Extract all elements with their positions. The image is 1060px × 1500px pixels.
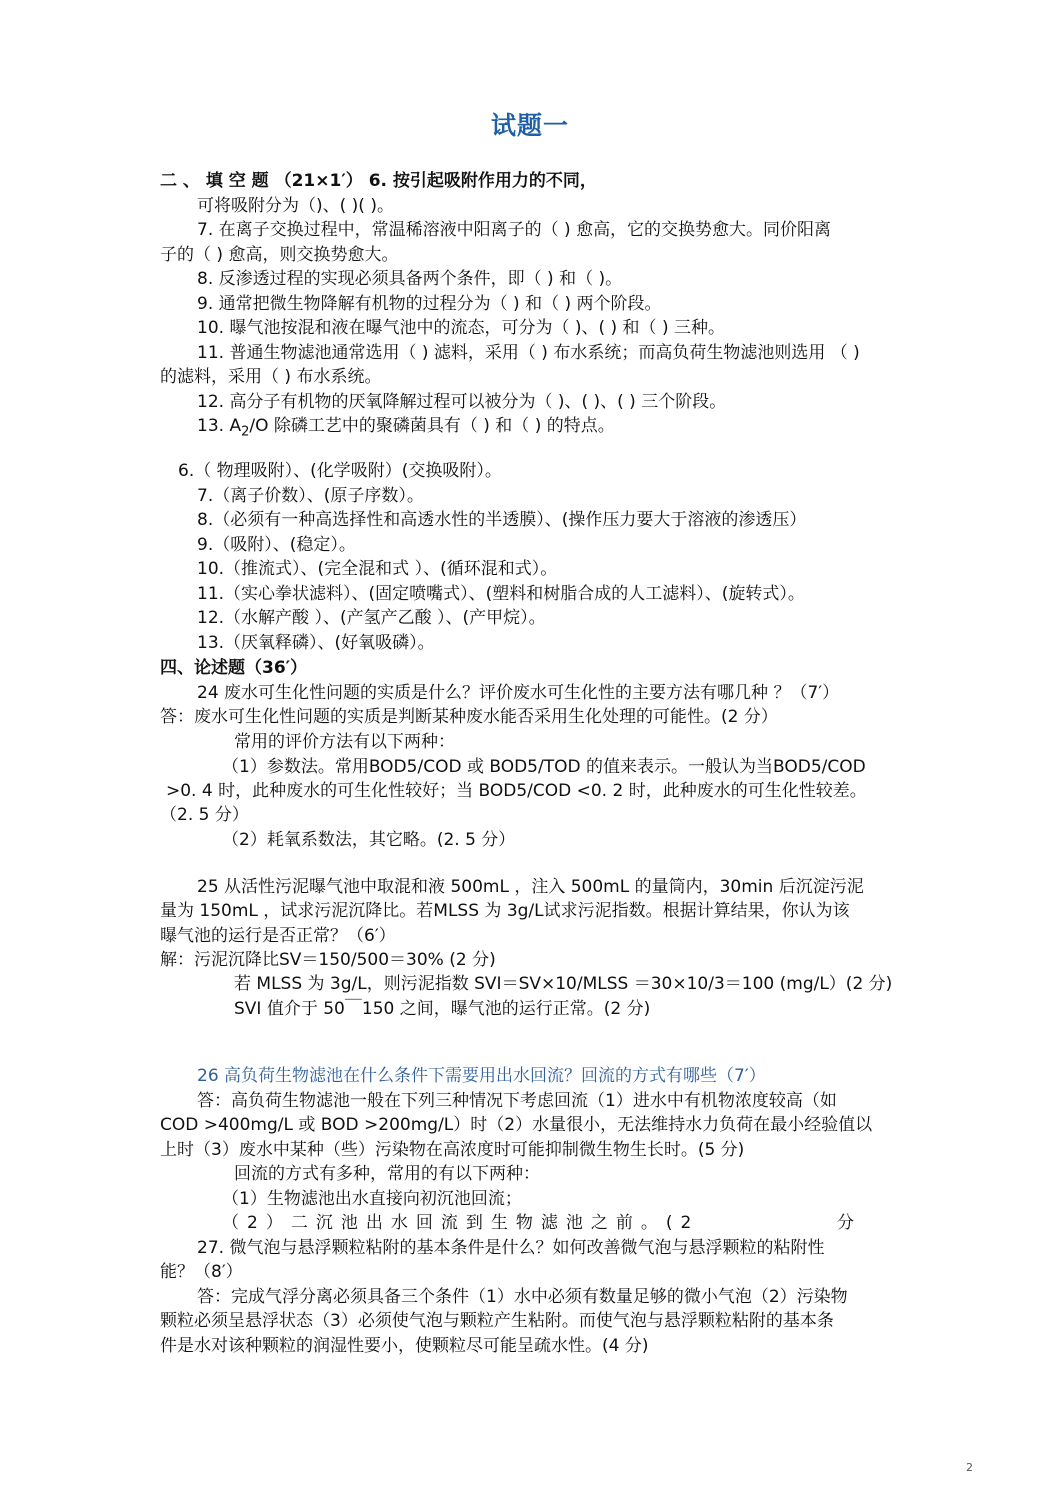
- question-27-line-1: 27. 微气泡与悬浮颗粒粘附的基本条件是什么？如何改善微气泡与悬浮颗粒的粘附性: [197, 1238, 825, 1258]
- question-24: 24 废水可生化性问题的实质是什么？评价废水可生化性的主要方法有哪几种 ？（7′）: [197, 683, 840, 703]
- question-13-subscript: 2: [241, 424, 250, 440]
- question-11-line-2: 的滤料，采用（ ) 布水系统。: [160, 367, 382, 387]
- answer-27-line-3: 件是水对该种颗粒的润湿性要小，使颗粒尽可能呈疏水性。(4 分): [160, 1336, 649, 1356]
- answer-26-line-3: 上时（3）废水中某种（些）污染物在高浓度时可能抑制微生物生长时。(5 分): [160, 1140, 745, 1160]
- question-13: [197, 414, 615, 444]
- question-7-line-1: 7. 在离子交换过程中，常温稀溶液中阳离子的（ ) 愈高，它的交换势愈大。同价阳离: [197, 220, 832, 240]
- question-8: 8. 反渗透过程的实现必须具备两个条件，即（ ) 和（ )。: [197, 269, 623, 289]
- question-13-prefix: 13. A: [197, 416, 242, 436]
- question-25-line-1: 25 从活性污泥曝气池中取混和液 500mL ，注入 500mL 的量筒内，30min 后沉淀污泥: [197, 877, 864, 897]
- question-7-line-2: 子的（ ) 愈高，则交换势愈大。: [160, 245, 399, 265]
- answer-12: 12.（水解产酸 ）、(产氢产乙酸 ）、(产甲烷）。: [197, 608, 546, 628]
- answer-26-line-6-tail: 分: [837, 1213, 854, 1233]
- question-6-line-2: 可将吸附分为（)、( )( )。: [197, 196, 394, 216]
- answer-24-line-5: （2. 5 分）: [160, 805, 249, 825]
- answer-8: 8.（必须有一种高选择性和高透水性的半透膜）、(操作压力要大于溶液的渗透压）: [197, 510, 807, 530]
- answer-25-line-2: 若 MLSS 为 3g/L，则污泥指数 SVI＝SV×10/MLSS ＝30×10/3＝100 (mg/L）(2 分): [234, 974, 893, 994]
- question-25-line-3: 曝气池的运行是否正常？（6′）: [160, 926, 396, 946]
- answer-24-line-1: 答：废水可生化性问题的实质是判断某种废水能否采用生化处理的可能性。(2 分）: [160, 707, 778, 727]
- question-27-line-2: 能？（8′）: [160, 1262, 243, 1282]
- question-13-suffix: /O 除磷工艺中的聚磷菌具有（ ) 和（ ) 的特点。: [249, 416, 615, 436]
- question-26: 26 高负荷生物滤池在什么条件下需要用出水回流？回流的方式有哪些（7′）: [197, 1066, 766, 1086]
- answer-26-line-5: （1）生物滤池出水直接向初沉池回流；: [222, 1189, 522, 1209]
- answer-27-line-1: 答：完成气浮分离必须具备三个条件（1）水中必须有数量足够的微小气泡（2）污染物: [197, 1287, 848, 1307]
- answer-26-line-2: COD >400mg/L 或 BOD >200mg/L）时（2）水量很小，无法维持水力负荷在最小经验值以: [160, 1115, 873, 1135]
- section-fill-blank-heading: 二 、 填 空 题 （21×1′） 6. 按引起吸附作用力的不同，: [160, 171, 597, 191]
- answer-26-line-4: 回流的方式有多种，常用的有以下两种：: [234, 1164, 540, 1184]
- question-9: 9. 通常把微生物降解有机物的过程分为（ ) 和（ ) 两个阶段。: [197, 294, 662, 314]
- answer-27-line-2: 颗粒必须呈悬浮状态（3）必须使气泡与颗粒产生粘附。而使气泡与悬浮颗粒粘附的基本条: [160, 1311, 834, 1331]
- question-11-line-1: 11. 普通生物滤池通常选用（ ) 滤料，采用（ ) 布水系统；而高负荷生物滤池则选用 （ ): [197, 343, 860, 363]
- answer-24-line-2: 常用的评价方法有以下两种：: [234, 732, 455, 752]
- answer-24-line-6: （2）耗氧系数法，其它略。(2. 5 分）: [222, 830, 516, 850]
- question-12: 12. 高分子有机物的厌氧降解过程可以被分为（ )、( )、( ) 三个阶段。: [197, 392, 727, 412]
- answer-25-line-3: SVI 值介于 50￣150 之间，曝气池的运行正常。(2 分): [234, 999, 651, 1019]
- section-essay-heading: 四、论述题（36′）: [160, 658, 308, 678]
- answer-26-line-6: （2）二沉池出水回流到生物滤池之前。(2: [222, 1213, 700, 1233]
- answer-24-line-4: >0. 4 时，此种废水的可生化性较好；当 BOD5/COD <0. 2 时，此种废水的可生化性较差。: [166, 781, 867, 801]
- answer-9: 9.（吸附）、(稳定）。: [197, 535, 356, 555]
- answer-25-line-1: 解：污泥沉降比SV＝150/500＝30% (2 分): [160, 950, 496, 970]
- page-title: 试题一: [490, 111, 569, 140]
- answer-26-line-1: 答：高负荷生物滤池一般在下列三种情况下考虑回流（1）进水中有机物浓度较高（如: [197, 1091, 837, 1111]
- question-10: 10. 曝气池按混和液在曝气池中的流态，可分为（ )、( ) 和（ ) 三种。: [197, 318, 725, 338]
- answer-13: 13.（厌氧释磷）、(好氧吸磷）。: [197, 633, 435, 653]
- answer-6: 6.（ 物理吸附）、(化学吸附）(交换吸附）。: [178, 461, 502, 481]
- page-number: 2: [966, 1461, 973, 1474]
- answer-10: 10.（推流式）、(完全混和式 ）、(循环混和式）。: [197, 559, 558, 579]
- answer-7: 7.（离子价数）、(原子序数）。: [197, 486, 424, 506]
- answer-11: 11.（实心拳状滤料）、(固定喷嘴式）、(塑料和树脂合成的人工滤料）、(旋转式）。: [197, 584, 805, 604]
- answer-24-line-3: （1）参数法。常用BOD5/COD 或 BOD5/TOD 的值来表示。一般认为当BOD5/COD: [222, 757, 866, 777]
- question-25-line-2: 量为 150mL ，试求污泥沉降比。若MLSS 为 3g/L试求污泥指数。根据计算结果，你认为该: [160, 901, 850, 921]
